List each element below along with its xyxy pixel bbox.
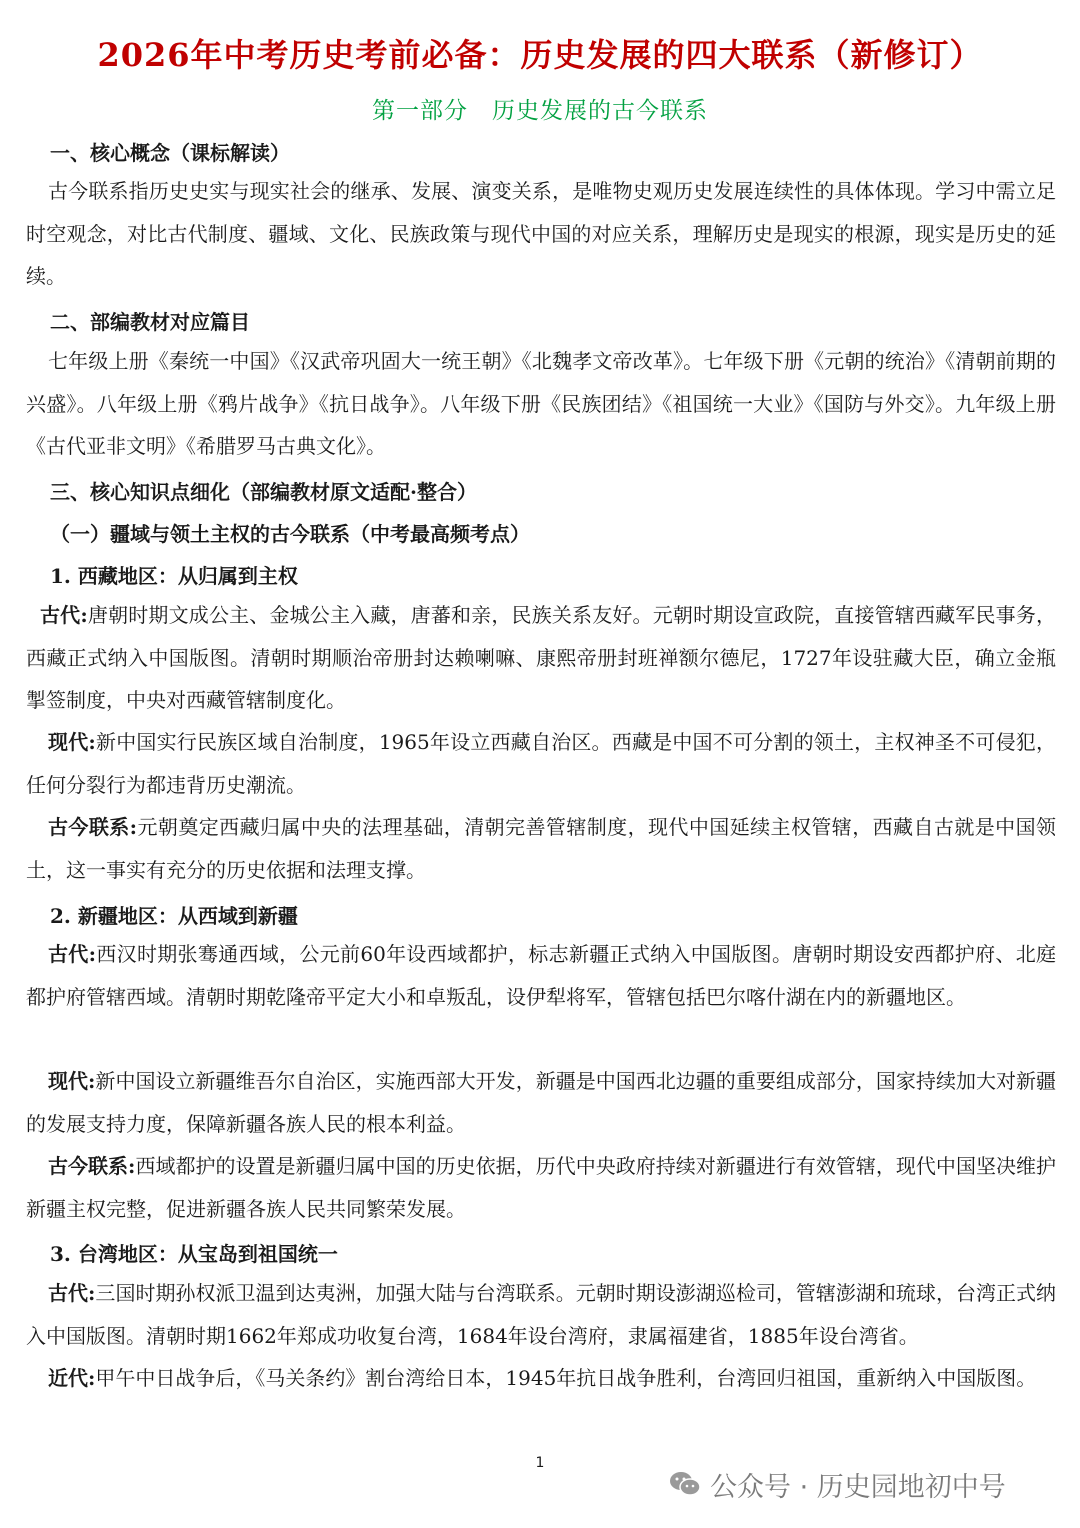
subsection-heading-territory: （一）疆域与领土主权的古今联系（中考最高频考点） (50, 522, 530, 546)
label-recent: 近代: (48, 1366, 96, 1390)
text-xinjiang-ancient: 西汉时期张骞通西域，公元前60年设西域都护，标志新疆正式纳入中国版图。唐朝时期设安西都护府、北庭都护府管辖西域。清朝时期乾隆帝平定大小和卓叛乱，设伊犁将军，管辖包括巴尔喀什湖在内的新疆地区。 (26, 942, 1057, 1009)
section-heading-textbook: 二、部编教材对应篇目 (50, 310, 250, 334)
text-taiwan-recent: 甲午中日战争后，《马关条约》割台湾给日本，1945年抗日战争胜利，台湾回归祖国，重新纳入中国版图。 (95, 1366, 1037, 1390)
label-modern: 现代: (48, 730, 96, 754)
topic-heading-xinjiang: 2. 新疆地区：从西域到新疆 (50, 904, 298, 928)
paragraph-textbook-chapters: 七年级上册《秦统一中国》《汉武帝巩固大一统王朝》《北魏孝文帝改革》。七年级下册《元朝的统治》《清朝前期的兴盛》。八年级上册《鸦片战争》《抗日战争》。八年级下册《民族团结》《祖国统一大业》《国防与外交》。九年级上册《古代亚非文明》《希腊罗马古典文化》。 (26, 349, 1056, 458)
label-ancient: 古代: (48, 1281, 96, 1305)
paragraph-tibet-ancient (26, 594, 1056, 722)
section-heading-core-concept: 一、核心概念（课标解读） (50, 141, 290, 165)
label-link: 古今联系: (48, 1154, 136, 1178)
text-tibet-ancient: 唐朝时期文成公主、金城公主入藏，唐蕃和亲，民族关系友好。元朝时期设宣政院，直接管辖西藏军民事务，西藏正式纳入中国版图。清朝时期顺治帝册封达赖喇嘛、康熙帝册封班禅额尔德尼，1727年设驻藏大臣，确立金瓶掣签制度，中央对西藏管辖制度化。 (26, 603, 1056, 712)
text-taiwan-ancient: 三国时期孙权派卫温到达夷洲，加强大陆与台湾联系。元朝时期设澎湖巡检司，管辖澎湖和琉球，台湾正式纳入中国版图。清朝时期1662年郑成功收复台湾，1684年设台湾府，隶属福建省，1885年设台湾省。 (26, 1281, 1057, 1348)
label-ancient: 古代: (40, 603, 88, 627)
page-number: 1 (535, 1455, 545, 1471)
watermark-text: 公众号 · 历史园地初中号 (710, 1471, 1006, 1503)
part-title: 第一部分 历史发展的古今联系 (372, 98, 708, 124)
label-ancient: 古代: (48, 942, 97, 966)
paragraph-xinjiang-link (26, 1145, 1056, 1230)
topic-heading-taiwan: 3. 台湾地区：从宝岛到祖国统一 (50, 1242, 338, 1266)
paragraph-xinjiang-modern (26, 1060, 1056, 1145)
paragraph-tibet-link (26, 806, 1056, 891)
text-xinjiang-link: 西域都护的设置是新疆归属中国的历史依据，历代中央政府持续对新疆进行有效管辖，现代中国坚决维护新疆主权完整，促进新疆各族人民共同繁荣发展。 (26, 1154, 1056, 1221)
paragraph-taiwan-ancient (26, 1272, 1056, 1357)
document-title: 2026年中考历史考前必备：历史发展的四大联系（新修订） (97, 36, 983, 74)
text-tibet-modern: 新中国实行民族区域自治制度，1965年设立西藏自治区。西藏是中国不可分割的领土，主权神圣不可侵犯，任何分裂行为都违背历史潮流。 (26, 730, 1056, 797)
topic-heading-tibet: 1. 西藏地区：从归属到主权 (50, 564, 298, 588)
label-link: 古今联系: (48, 815, 138, 839)
section-heading-knowledge-points: 三、核心知识点细化（部编教材原文适配·整合） (50, 480, 477, 504)
paragraph-taiwan-recent (26, 1357, 1056, 1400)
text-xinjiang-modern: 新中国设立新疆维吾尔自治区，实施西部大开发，新疆是中国西北边疆的重要组成部分，国家持续加大对新疆的发展支持力度，保障新疆各族人民的根本利益。 (26, 1069, 1057, 1136)
label-modern: 现代: (48, 1069, 96, 1093)
paragraph-tibet-modern (26, 721, 1056, 806)
watermark (668, 1464, 1006, 1504)
text-tibet-link: 元朝奠定西藏归属中央的法理基础，清朝完善管辖制度，现代中国延续主权管辖，西藏自古就是中国领土，这一事实有充分的历史依据和法理支撑。 (26, 815, 1057, 882)
paragraph-xinjiang-ancient (26, 933, 1056, 1018)
wechat-icon (668, 1469, 702, 1499)
paragraph-core-concept: 古今联系指历史史实与现实社会的继承、发展、演变关系，是唯物史观历史发展连续性的具体体现。学习中需立足时空观念，对比古代制度、疆域、文化、民族政策与现代中国的对应关系，理解历史是现实的根源，现实是历史的延续。 (26, 179, 1056, 288)
